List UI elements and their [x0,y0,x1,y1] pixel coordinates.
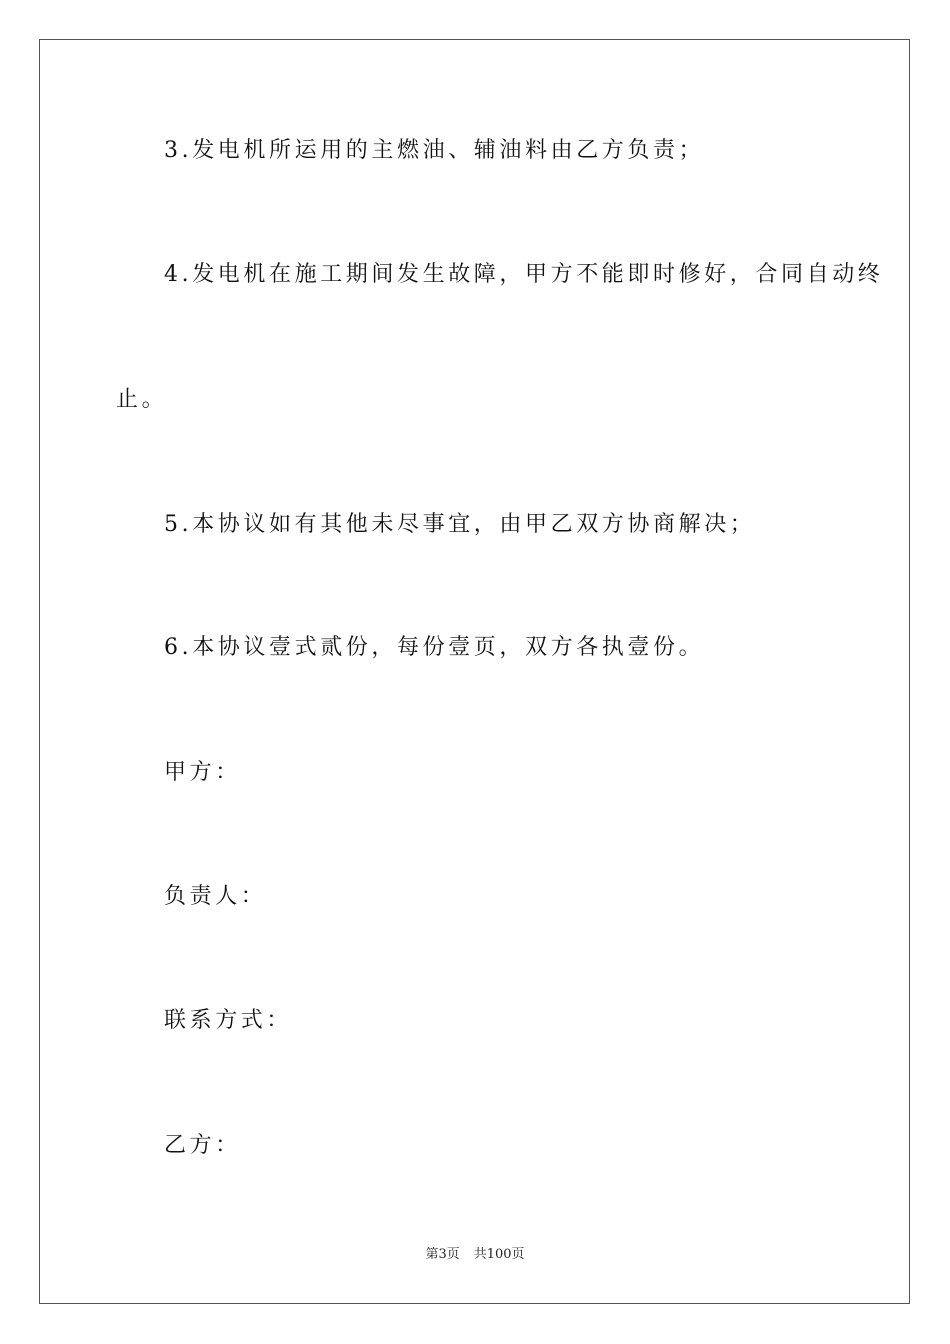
total-pages: 共100页 [473,1247,525,1262]
page-footer [0,1247,950,1263]
responsible-person-label: 负责人： [164,884,267,909]
party-b-label: 乙方： [164,1133,241,1158]
clause-5: 5.本协议如有其他未尽事宜，由甲乙双方协商解决； [164,512,756,537]
page-border [39,39,910,1304]
clause-4-continued: 止。 [116,387,168,412]
clause-4: 4.发电机在施工期间发生故障，甲方不能即时修好，合同自动终 [164,262,884,287]
party-a-label: 甲方： [164,760,241,785]
clause-6: 6.本协议壹式贰份，每份壹页，双方各执壹份。 [164,635,705,660]
page-number: 第3页 [425,1247,460,1262]
clause-3: 3.发电机所运用的主燃油、辅油料由乙方负责； [164,138,705,163]
contact-info-label: 联系方式： [164,1008,293,1033]
